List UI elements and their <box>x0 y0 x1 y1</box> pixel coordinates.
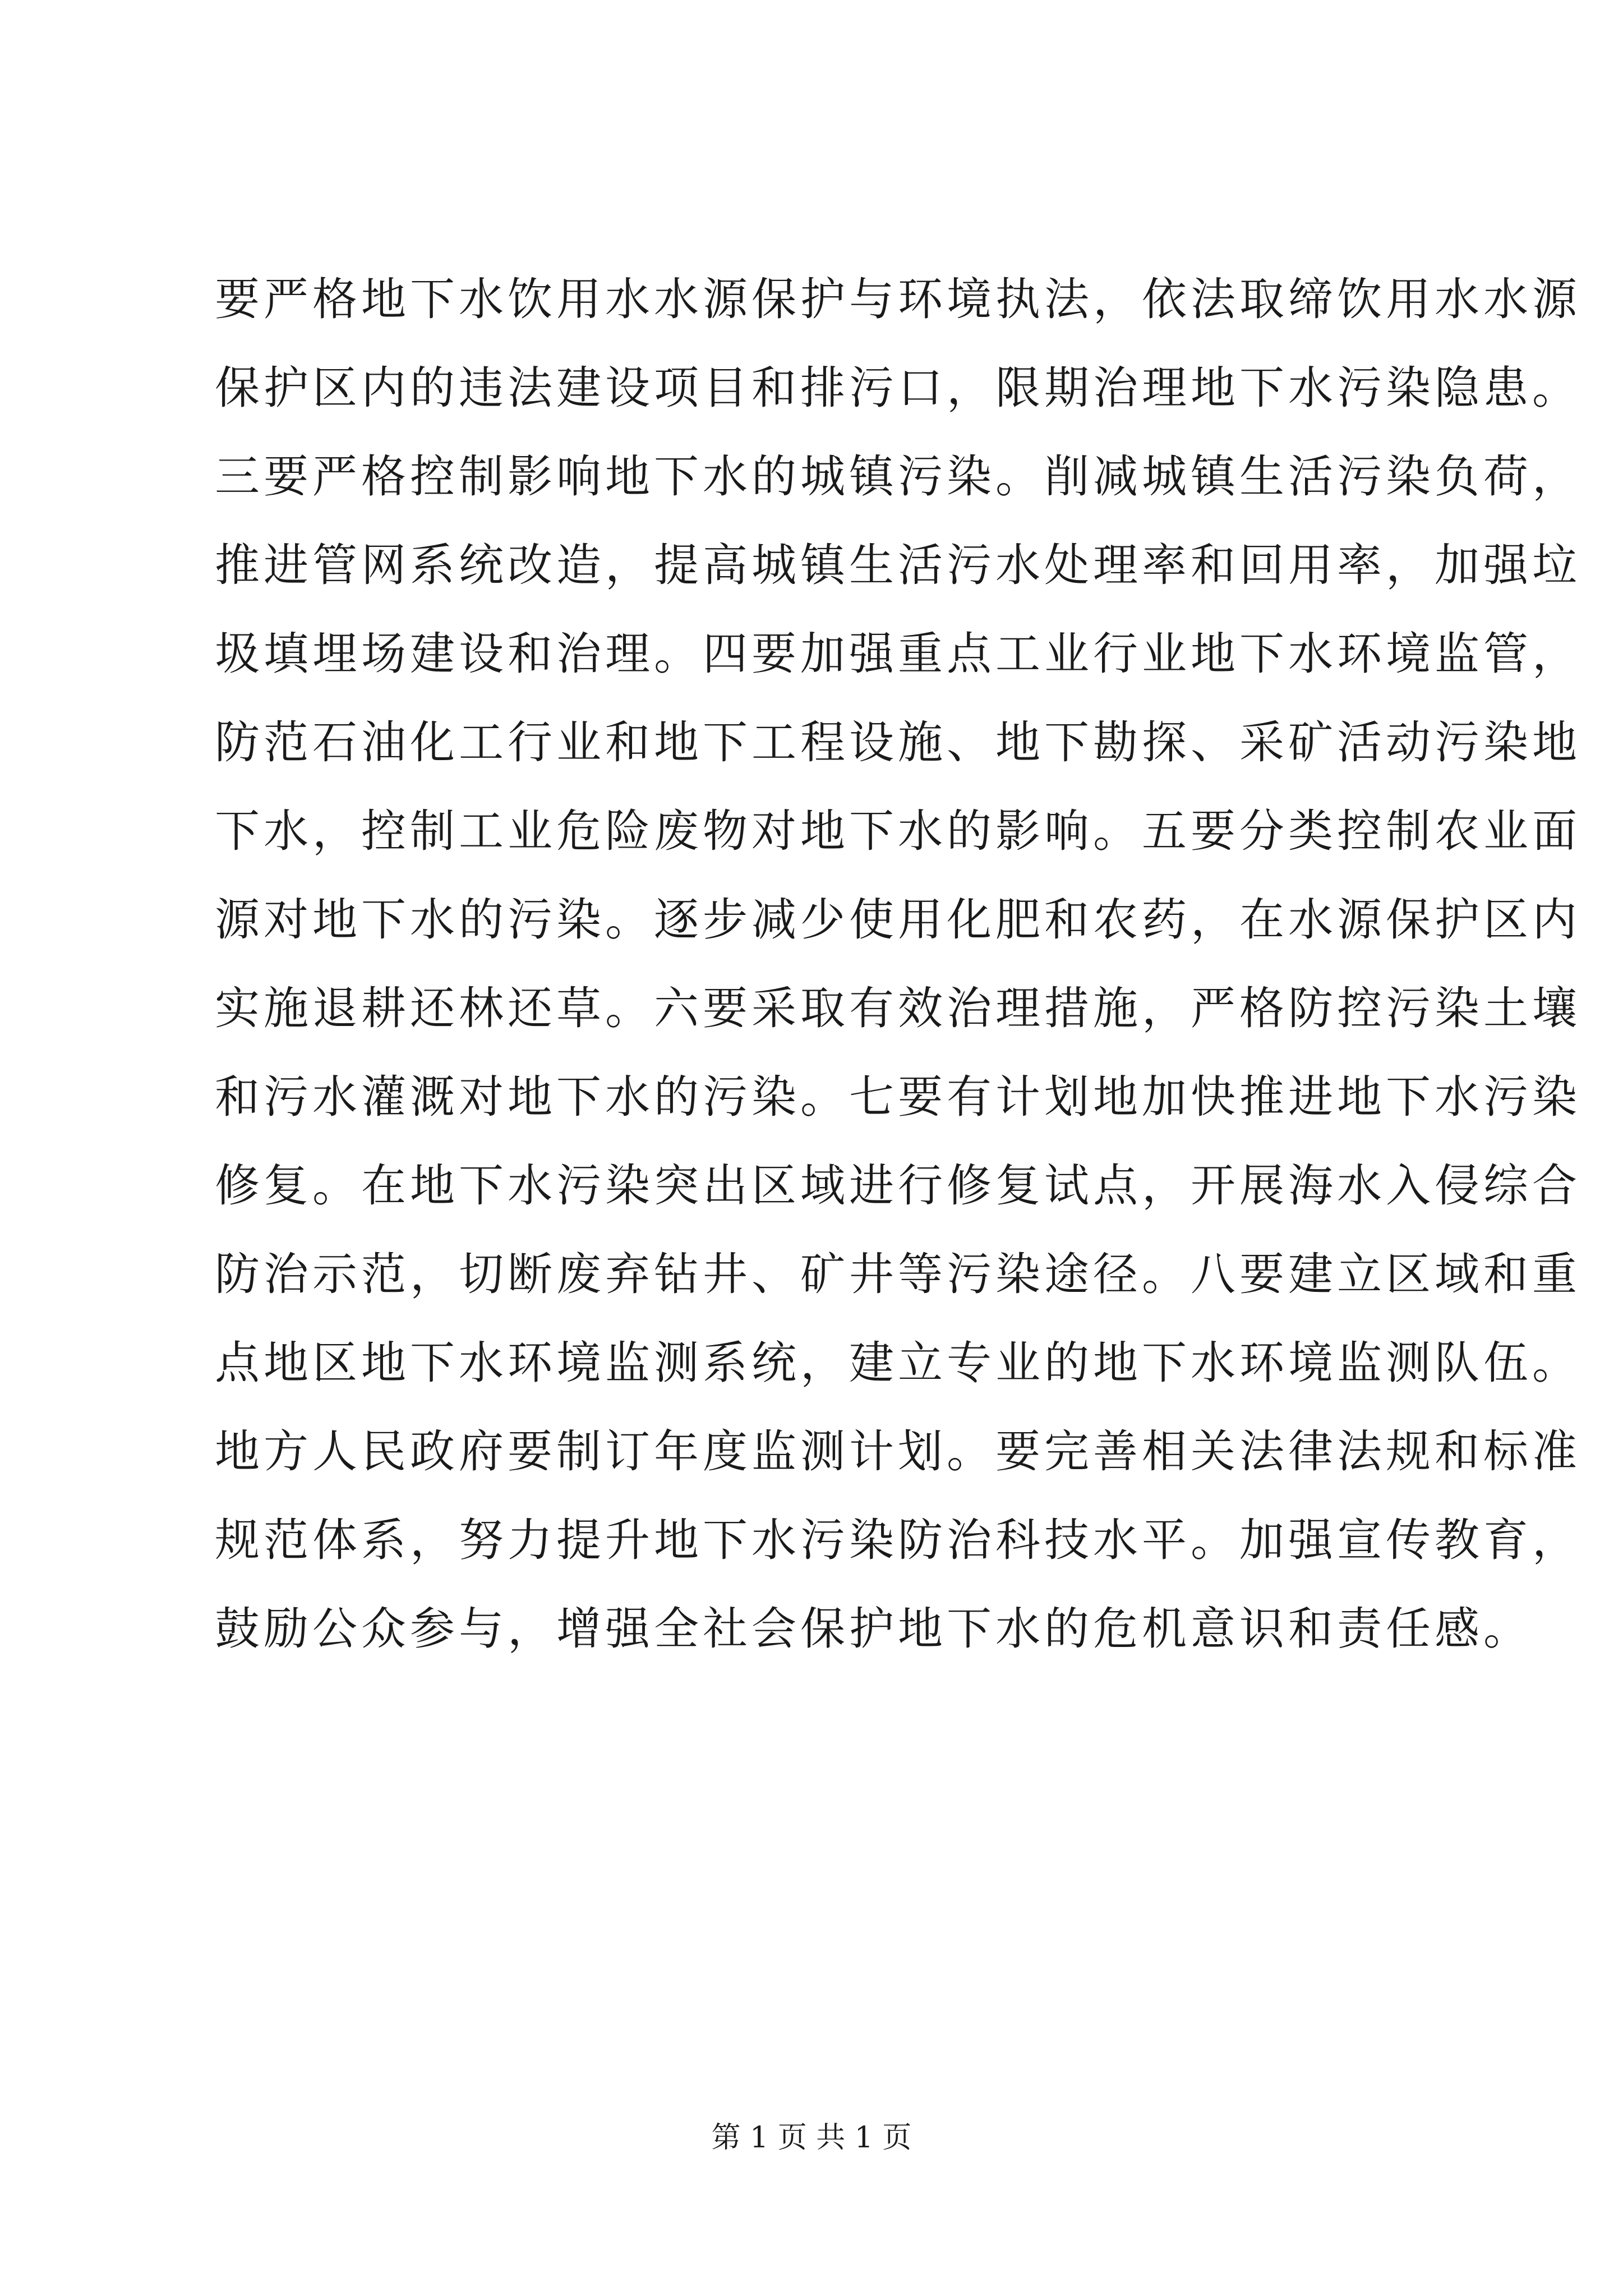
text-line: 规范体系，努力提升地下水污染防治科技水平。加强宣传教育， <box>215 1514 1581 1566</box>
text-line: 三要严格控制影响地下水的城镇污染。削减城镇生活污染负荷， <box>215 450 1581 503</box>
text-line: 修复。在地下水污染突出区域进行修复试点，开展海水入侵综合 <box>215 1159 1581 1212</box>
body-text <box>215 255 1581 1673</box>
page-footer: 第 1 页 共 1 页 <box>711 2121 912 2155</box>
text-line: 下水，控制工业危险废物对地下水的影响。五要分类控制农业面 <box>215 805 1581 857</box>
text-line: 要严格地下水饮用水水源保护与环境执法，依法取缔饮用水水源 <box>215 273 1581 325</box>
text-line: 推进管网系统改造，提高城镇生活污水处理率和回用率，加强垃 <box>215 539 1581 591</box>
text-line: 地方人民政府要制订年度监测计划。要完善相关法律法规和标准 <box>215 1425 1581 1478</box>
text-line: 点地区地下水环境监测系统，建立专业的地下水环境监测队伍。 <box>215 1337 1581 1389</box>
text-line: 鼓励公众参与，增强全社会保护地下水的危机意识和责任感。 <box>215 1603 1532 1655</box>
text-line: 圾填埋场建设和治理。四要加强重点工业行业地下水环境监管， <box>215 628 1581 680</box>
text-line: 源对地下水的污染。逐步减少使用化肥和农药，在水源保护区内 <box>215 894 1581 946</box>
text-line: 实施退耕还林还草。六要采取有效治理措施，严格防控污染土壤 <box>215 982 1581 1034</box>
text-line: 防治示范，切断废弃钻井、矿井等污染途径。八要建立区域和重 <box>215 1248 1581 1300</box>
text-line: 防范石油化工行业和地下工程设施、地下勘探、采矿活动污染地 <box>215 716 1581 769</box>
text-line: 保护区内的违法建设项目和排污口，限期治理地下水污染隐患。 <box>215 362 1581 414</box>
text-line: 和污水灌溉对地下水的污染。七要有计划地加快推进地下水污染 <box>215 1071 1581 1123</box>
